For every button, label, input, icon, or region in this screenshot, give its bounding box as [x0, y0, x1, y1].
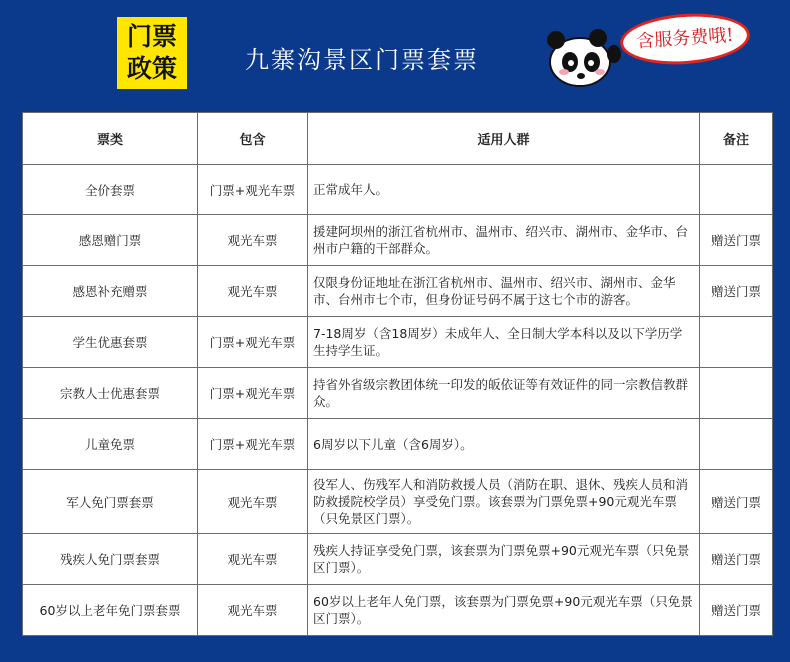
table-row — [23, 215, 773, 266]
note-cell — [700, 165, 773, 215]
header-includes: 包含 — [198, 113, 308, 165]
policy-badge — [117, 17, 187, 89]
note-cell: 赠送门票 — [700, 470, 773, 534]
audience-cell: 60岁以上老年人免门票，该套票为门票免票+90元观光车票（只免景区门票）。 — [308, 585, 700, 636]
ticket-type-cell: 儿童免票 — [23, 419, 198, 470]
ticket-type-cell: 宗教人士优惠套票 — [23, 368, 198, 419]
includes-cell: 门票+观光车票 — [198, 419, 308, 470]
ticket-type-cell: 60岁以上老年免门票套票 — [23, 585, 198, 636]
table-row — [23, 419, 773, 470]
ticket-type-cell: 感恩补充赠票 — [23, 266, 198, 317]
table-row — [23, 534, 773, 585]
includes-cell: 观光车票 — [198, 585, 308, 636]
ticket-type-cell: 感恩赠门票 — [23, 215, 198, 266]
table-row — [23, 266, 773, 317]
note-cell: 赠送门票 — [700, 585, 773, 636]
note-cell — [700, 317, 773, 368]
badge-line-1: 门票 — [126, 22, 177, 51]
includes-cell: 门票+观光车票 — [198, 165, 308, 215]
ticket-table — [22, 112, 773, 636]
note-cell — [700, 368, 773, 419]
ticket-type-cell: 残疾人免门票套票 — [23, 534, 198, 585]
header-audience: 适用人群 — [308, 113, 700, 165]
ticket-type-cell: 学生优惠套票 — [23, 317, 198, 368]
audience-cell: 正常成年人。 — [308, 165, 700, 215]
audience-cell: 6周岁以下儿童（含6周岁）。 — [308, 419, 700, 470]
audience-cell: 役军人、伤残军人和消防救援人员（消防在职、退休、残疾人员和消防救援院校学员）享受免门票。该套票为门票免票+90元观光车票（只免景区门票）。 — [308, 470, 700, 534]
includes-cell: 门票+观光车票 — [198, 368, 308, 419]
ticket-type-cell: 军人免门票套票 — [23, 470, 198, 534]
includes-cell: 观光车票 — [198, 470, 308, 534]
audience-cell: 残疾人持证享受免门票，该套票为门票免票+90元观光车票（只免景区门票）。 — [308, 534, 700, 585]
service-fee-bubble: 含服务费哦! — [618, 10, 751, 69]
table-row — [23, 470, 773, 534]
audience-cell: 持省外省级宗教团体统一印发的皈依证等有效证件的同一宗教信教群众。 — [308, 368, 700, 419]
table-row — [23, 165, 773, 215]
ticket-type-cell: 全价套票 — [23, 165, 198, 215]
header-ticket-type: 票类 — [23, 113, 198, 165]
includes-cell: 门票+观光车票 — [198, 317, 308, 368]
note-cell — [700, 419, 773, 470]
table-row — [23, 368, 773, 419]
includes-cell: 观光车票 — [198, 266, 308, 317]
table-header-row — [23, 113, 773, 165]
table-row — [23, 585, 773, 636]
audience-cell: 仅限身份证地址在浙江省杭州市、温州市、绍兴市、湖州市、金华市、台州市七个市，但身份证号码不属于这七个市的游客。 — [308, 266, 700, 317]
ticket-table-container — [22, 112, 772, 636]
note-cell: 赠送门票 — [700, 534, 773, 585]
includes-cell: 观光车票 — [198, 215, 308, 266]
badge-line-2: 政策 — [126, 54, 177, 83]
header-note: 备注 — [700, 113, 773, 165]
note-cell: 赠送门票 — [700, 266, 773, 317]
page-title: 九寨沟景区门票套票 — [245, 46, 479, 74]
audience-cell: 援建阿坝州的浙江省杭州市、温州市、绍兴市、湖州市、金华市、台州市户籍的干部群众。 — [308, 215, 700, 266]
audience-cell: 7-18周岁（含18周岁）未成年人、全日制大学本科以及以下学历学生持学生证。 — [308, 317, 700, 368]
includes-cell: 观光车票 — [198, 534, 308, 585]
note-cell: 赠送门票 — [700, 215, 773, 266]
table-row — [23, 317, 773, 368]
